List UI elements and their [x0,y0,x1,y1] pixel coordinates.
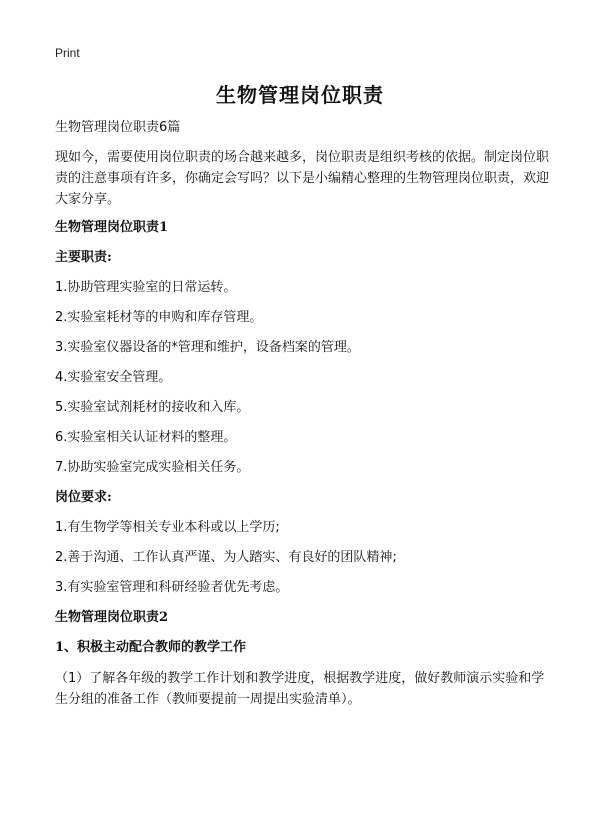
duties-list [55,278,555,478]
page-title: 生物管理岗位职责 [216,83,384,107]
requirements-list [55,518,555,598]
list-item: 1.有生物学等相关专业本科或以上学历; [55,520,280,535]
section-1-heading: 生物管理岗位职责1 [55,220,169,235]
print-label: Print [55,46,80,60]
section-2-paragraph: （1）了解各年级的教学工作计划和教学进度，根据教学进度，做好教师演示实验和学生分组的准备工作（教师要提前一周提出实验清单）。 [55,671,545,707]
document-body [55,118,555,710]
intro-paragraph: 现如今，需要使用岗位职责的场合越来越多，岗位职责是组织考核的依据。制定岗位职责的注意事项有许多，你确定会写吗？以下是小编精心整理的生物管理岗位职责，欢迎大家分享。 [55,150,550,207]
list-item: 4.实验室安全管理。 [55,370,172,385]
list-item: 3.有实验室管理和科研经验者优先考虑。 [55,580,289,595]
duties-heading: 主要职责: [55,250,112,265]
list-item: 6.实验室相关认证材料的整理。 [55,430,237,445]
list-item: 2.实验室耗材等的申购和库存管理。 [55,310,263,325]
section-2-subheading: 1、积极主动配合教师的教学工作 [55,640,247,655]
requirements-heading: 岗位要求: [55,490,112,505]
list-item: 1.协助管理实验室的日常运转。 [55,280,237,295]
document-subtitle: 生物管理岗位职责6篇 [55,120,181,135]
list-item: 7.协助实验室完成实验相关任务。 [55,460,250,475]
list-item: 2.善于沟通、工作认真严谨、为人踏实、有良好的团队精神; [55,550,397,565]
list-item: 3.实验室仪器设备的*管理和维护，设备档案的管理。 [55,340,360,355]
section-2-heading: 生物管理岗位职责2 [55,610,169,625]
list-item: 5.实验室试剂耗材的接收和入库。 [55,400,250,415]
